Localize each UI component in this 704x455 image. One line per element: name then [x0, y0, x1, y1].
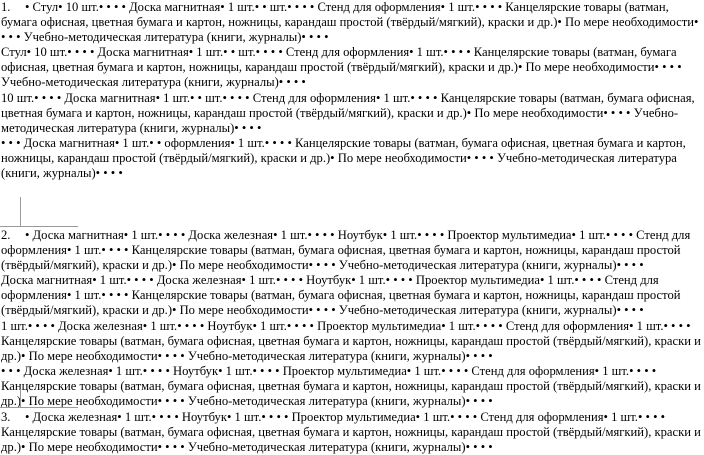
section-1-paragraph-1	[1, 0, 701, 45]
section-3-paragraph-1-text: • Доска железная• 1 шт.• • • • Ноутбук• 1 шт.• • • • Проектор мультимедиа• 1 шт.• • • • Стенд для оформления• 1 шт.• • • • Канцелярские товары (ватман, бумага офисная, цветная бумага и картон, ножницы, карандаш простой (твёрдый/мягкий), краски и др.)• По мере необходимости• • • • Учебно-методическая литература (книги, журналы)• • • •	[1, 410, 701, 455]
section-2-paragraph-1	[1, 228, 701, 273]
section-1-paragraph-3: 10 шт.• • • • Доска магнитная• 1 шт.• • шт.• • • • Стенд для оформления• 1 шт.• • • • Канцелярские товары (ватман, бумага офисная, цветная бумага и картон, ножницы, карандаш простой (твёрдый/мягкий), краски и др.)• По мере необходимости• • • • Учебно-методическая литература (книги, журналы)• • • •	[1, 90, 695, 135]
section-2	[1, 228, 701, 409]
section-1-paragraph-2: Стул• 10 шт.• • • • Доска магнитная• 1 шт.• • шт.• • • • Стенд для оформления• 1 шт.• • • • Канцелярские товары (ватман, бумага офисная, цветная бумага и картон, ножницы, карандаш простой (твёрдый/мягкий), краски и др.)• По мере необходимости• • • • Учебно-методическая литература (книги, журналы)• • • •	[1, 45, 682, 90]
section-1-paragraph-1-text: • Стул• 10 шт.• • • • Доска магнитная• 1 шт.• • шт.• • • • Стенд для оформления• 1 шт.• • • • Канцелярские товары (ватман, бумага офисная, цветная бумага и картон, ножницы, карандаш простой (твёрдый/мягкий), краски и др.)• По мере необходимости• • • • Учебно-методическая литература (книги, журналы)• • • •	[1, 0, 699, 45]
section-1	[1, 0, 701, 181]
table-row-border	[0, 407, 78, 408]
section-2-paragraph-3: 1 шт.• • • • Доска железная• 1 шт.• • • • Ноутбук• 1 шт.• • • • Проектор мультимедиа• 1 шт.• • • • Стенд для оформления• 1 шт.• • • • Канцелярские товары (ватман, бумага офисная, цветная бумага и картон, ножницы, карандаш простой (твёрдый/мягкий), краски и др.)• По мере необходимости• • • • Учебно-методическая литература (книги, журналы)• • • •	[1, 318, 701, 363]
section-2-paragraph-1-text: • Доска магнитная• 1 шт.• • • • Доска железная• 1 шт.• • • • Ноутбук• 1 шт.• • • • Проектор мультимедиа• 1 шт.• • • • Стенд для оформления• 1 шт.• • • • Канцелярские товары (ватман, бумага офисная, цветная бумага и картон, ножницы, карандаш простой (твёрдый/мягкий), краски и др.)• По мере необходимости• • • • Учебно-методическая литература (книги, журналы)• • • •	[1, 228, 691, 273]
section-2-number: 2.	[1, 228, 11, 242]
table-cell-border	[20, 197, 21, 227]
section-2-paragraph-4: • • • Доска железная• 1 шт.• • • • Ноутбук• 1 шт.• • • • Проектор мультимедиа• 1 шт.• • • • Стенд для оформления• 1 шт.• • • • Канцелярские товары (ватман, бумага офисная, цветная бумага и картон, ножницы, карандаш простой (твёрдый/мягкий), краски и др.)• По мере необходимости• • • • Учебно-методическая литература (книги, журналы)• • • •	[1, 363, 701, 409]
section-1-paragraph-4: • • • Доска магнитная• 1 шт.• • оформления• 1 шт.• • • • Канцелярские товары (ватман, бумага офисная, цветная бумага и картон, ножницы, карандаш простой (твёрдый/мягкий), краски и др.)• По мере необходимости• • • • Учебно-методическая литература (книги, журналы)• • • •	[1, 135, 686, 181]
section-3-paragraph-1	[1, 410, 701, 455]
section-2-paragraph-2: Доска магнитная• 1 шт.• • • • Доска железная• 1 шт.• • • • Ноутбук• 1 шт.• • • • Проектор мультимедиа• 1 шт.• • • • Стенд для оформления• 1 шт.• • • • Канцелярские товары (ватман, бумага офисная, цветная бумага и картон, ножницы, карандаш простой (твёрдый/мягкий), краски и др.)• По мере необходимости• • • • Учебно-методическая литература (книги, журналы)• • • •	[1, 273, 681, 318]
table-cell-border	[20, 389, 21, 408]
table-row-border	[0, 226, 78, 227]
section-3	[1, 410, 701, 455]
section-1-number: 1.	[1, 0, 11, 14]
section-3-number: 3.	[1, 410, 11, 424]
